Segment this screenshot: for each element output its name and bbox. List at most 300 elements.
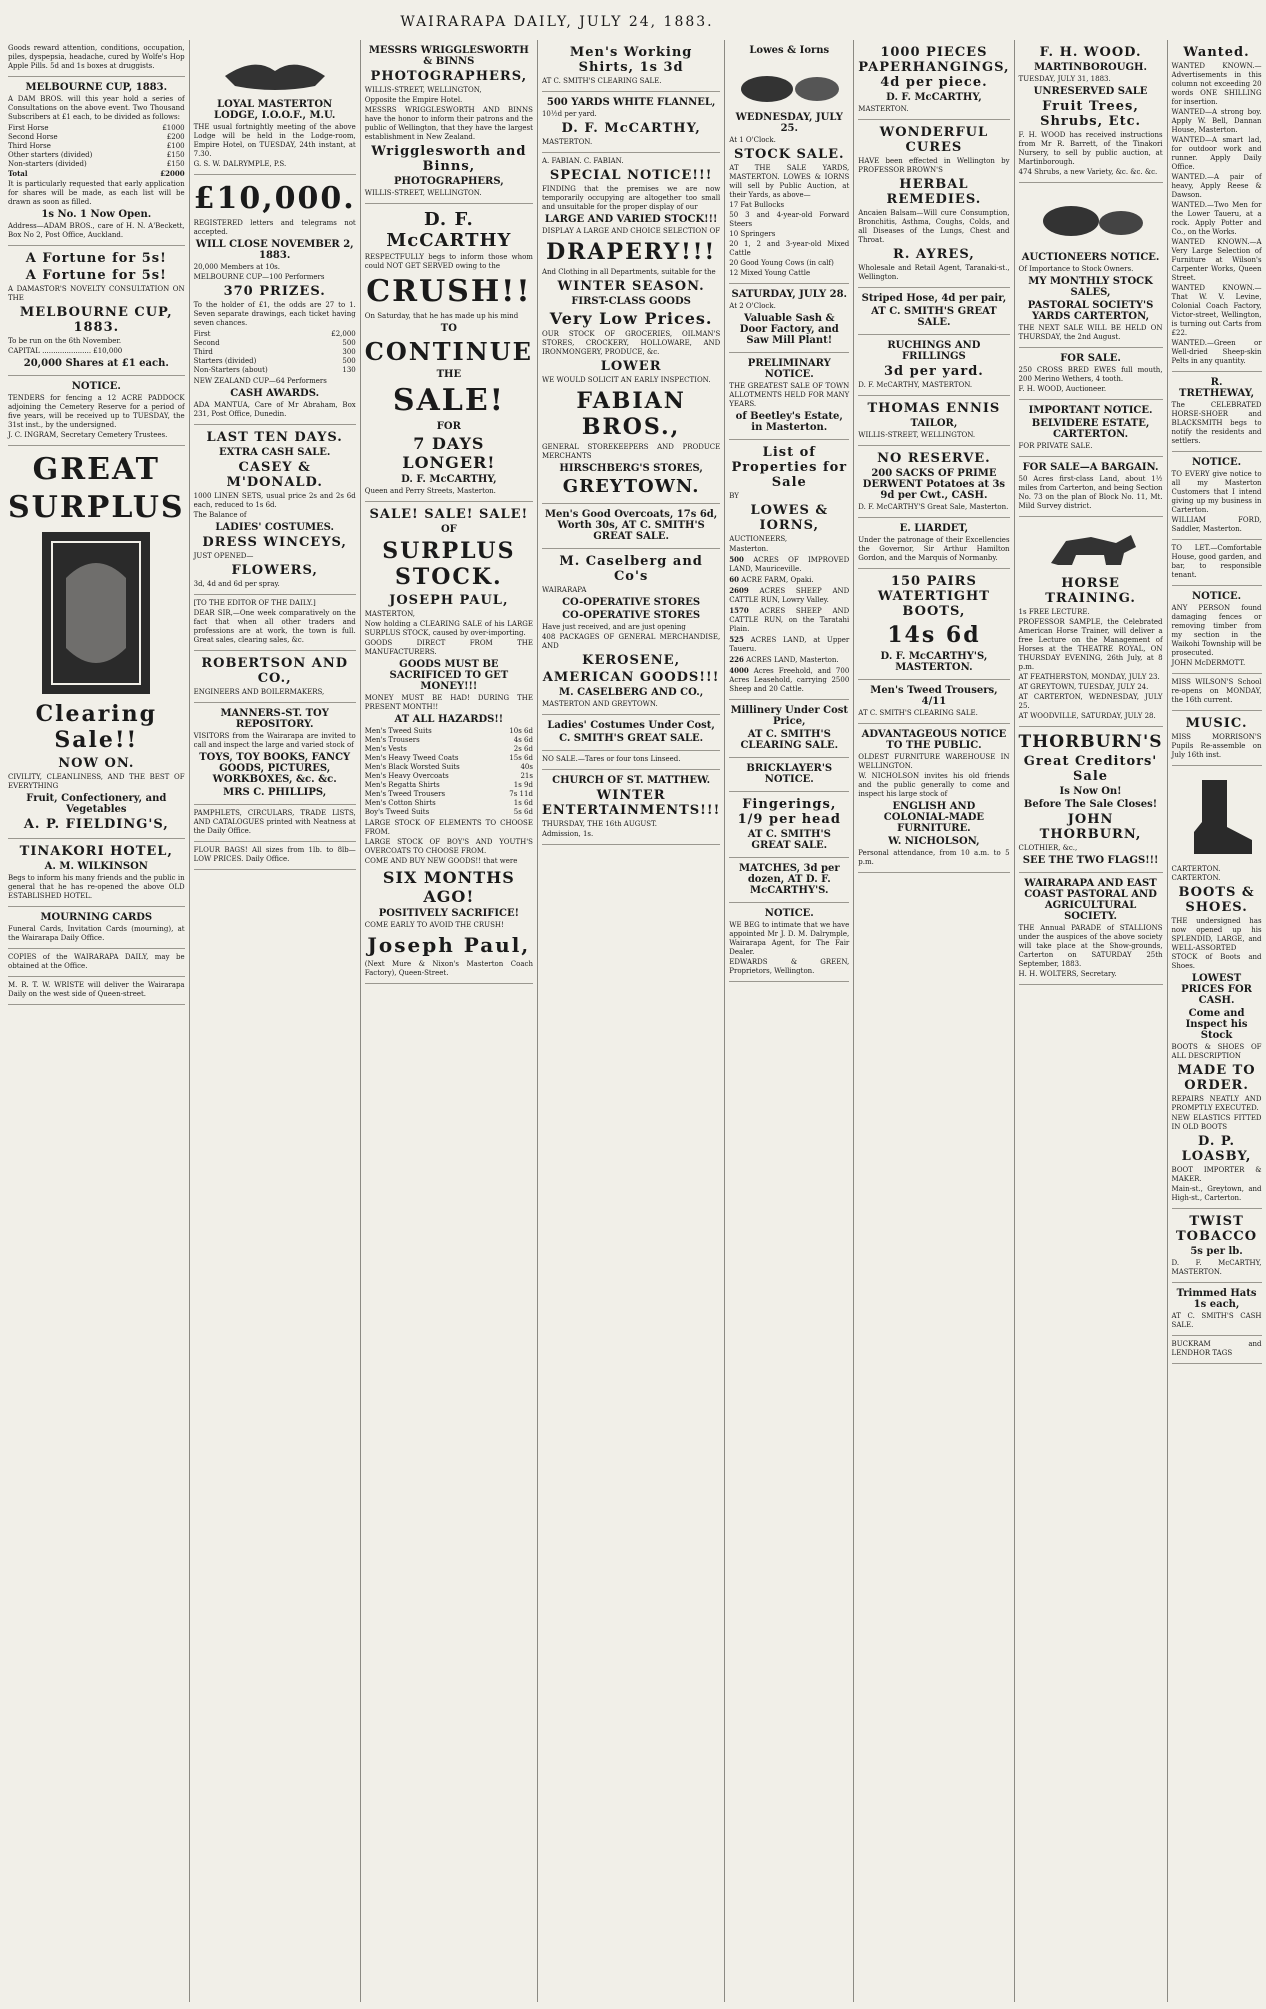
lodge-title: LOYAL MASTERTON LODGE, I.O.O.F., M.U. [214,99,336,121]
ad-mccarthy-crush [365,204,533,502]
price-row [365,808,533,817]
price-key: Men's Tweed Suits [364,727,432,735]
fortune-sub: To be run on the 6th November. [8,337,122,345]
ad-to-let [1172,540,1262,586]
ad-pills [8,40,185,77]
queen: Queen and Perry Streets, Masterton. [364,487,496,495]
ad-great-surplus [8,446,185,839]
dfm-name: D. F. McCARTHY [386,209,512,251]
jpaul-body: Now holding a CLEARING SALE of his LARGE SURPLUS STOCK, caused by over-importing. [364,620,533,637]
wilkinson-body: Begs to inform his many friends and the public in general that he has re-opened the above OLD ESTABLISHED HOTEL. [8,874,185,900]
caselberg2-loc: MASTERTON AND GREYTOWN. [541,700,658,708]
boots: BOOTS & SHOES. [1178,885,1255,915]
sale-sale: SALE! SALE! SALE! [369,507,529,522]
caselberg2: M. CASELBERG AND CO., [559,687,704,698]
the-word: THE [436,369,462,380]
ayres-body: Wholesale and Retail Agent, Taranaki-st., Wellington. [858,264,1010,281]
melb-key: Third Horse [8,142,51,150]
prop-item [729,555,849,574]
to-let: TO LET.—Comfortable House, good garden, and bar, to responsible tenant. [1171,544,1262,579]
prop-num: 226 [729,655,744,664]
saw-mill: Valuable Sash & Door Factory, and Saw Mill Plant! [739,313,839,346]
bargain: FOR SALE—A BARGAIN. [1022,462,1159,473]
wairarapa: WAIRARAPA [541,586,587,594]
melb-row [8,160,185,169]
ad-tinakori [8,839,185,907]
beetly: of Beetley's Estate, in Masterton. [735,411,843,433]
price-row [365,745,533,754]
striped: Striped Hose, 4d per pair, [861,293,1007,304]
dfm-body: RESPECTFULLY begs to inform those whom could NOT GET SERVED owing to the [364,253,533,270]
for-word: FOR [436,421,461,432]
wilson-school: MISS WILSON'S School re-opens on MONDAY, the 16th current. [1171,678,1262,704]
cattle-illustration [1031,189,1151,249]
price-row [365,763,533,772]
ad-fruit-trees [1019,40,1163,183]
ad-liardet [858,518,1009,569]
musgrove: MISS MORRISON'S Pupils Re-assemble on July 16th inst. [1171,733,1262,759]
ruchings: RUCHINGS AND FRILLINGS [887,340,981,362]
ad-thorburn [1019,727,1163,873]
continue-word: CONTINUE [364,337,533,366]
ad-properties [729,440,849,700]
melb-key: Other starters (divided) [8,151,93,159]
price-key: Men's Vests [364,745,407,753]
ad-music [1172,711,1262,766]
prop-num: 2609 [729,586,749,595]
prop-text: ACRES SHEEP AND CATTLE RUN, on the Taratahi Plain. [729,607,850,633]
prize-row [194,366,356,375]
twist-price: 5s per lb. [1190,1246,1243,1257]
ad-striped [858,288,1009,335]
loasby-loc: Main-st., Greytown, and High-st., Carterton. [1171,1185,1262,1202]
price-val: 40s [520,763,533,771]
lowest: LOWEST PRICES FOR CASH. [1181,973,1252,1006]
ad-twist [1172,1209,1262,1283]
seven-days: 7 DAYS LONGER! [402,434,496,472]
monthly: MY MONTHLY STOCK SALES, [1028,276,1153,298]
wilkinson: A. M. WILKINSON [44,861,148,872]
price-row [365,754,533,763]
prize-key: Non-Starters (about) [193,366,268,374]
pastoral: PASTORAL SOCIETY'S YARDS CARTERTON, [1027,300,1154,322]
shares: 20,000 Shares at £1 each. [23,358,169,369]
ad-boots-shoes [1172,766,1262,1209]
per-yard: 10½d per yard. [541,110,597,118]
fortune-body: A DAMASTOR'S NOVELTY CONSULTATION ON THE [8,285,185,302]
boots-desc: BOOTS & SHOES OF ALL DESCRIPTION [1171,1043,1262,1060]
herbal-body: Ancaien Balsam—Will cure Consumption, Bronchitis, Asthma, Coughs, Colds, and all Diseases of the Lungs, Chest and Throat. [858,209,1010,244]
melb-row [8,169,185,178]
visitors: VISITORS from the Wairarapa are invited to call and inspect the large and varied stock of [193,732,356,749]
great-word: GREAT [32,452,160,487]
stock-body: AT THE SALE YARDS, MASTERTON. LOWES & IORNS will sell by Public Auction, at their Yards, as above— [729,164,850,199]
ad-wanted [1172,40,1262,372]
balance: The Balance of [193,511,247,519]
prop-num: 4000 [729,666,749,675]
casey-name: CASEY & M'DONALD. [226,460,323,490]
repairs: REPAIRS NEATLY AND PROMPTLY EXECUTED. [1171,1095,1262,1112]
stock-item: 50 3 and 4-year-old Forward Steers [729,211,850,228]
clearing-sale: Clearing Sale!! [35,701,158,753]
featherston: AT FEATHERSTON, MONDAY, JULY 23. [1018,673,1160,681]
melb-row [8,151,185,160]
ad-school [1172,674,1262,711]
before: Before The Sale Closes! [1023,799,1158,810]
thursday: THURSDAY, THE 16th AUGUST. [541,820,657,828]
toys: TOYS, TOY BOOKS, FANCY GOODS, PICTURES, WORKBOXES, &c. &c. [199,752,351,785]
wanted-item: WANTED—A strong boy. Apply W. Bell, Dannan House, Masterton. [1171,108,1262,134]
wanted-item: WANTED.—Two Men for the Lower Taueru, at a rock. Apply Potter and Co., on the Works. [1171,201,1262,236]
early: COME EARLY TO AVOID THE CRUSH! [364,921,504,929]
elastic: NEW ELASTICS FITTED IN OLD BOOTS [1171,1114,1262,1131]
ad-flannel [542,92,720,153]
wednesday: WEDNESDAY, JULY 25. [735,112,843,134]
melb-key: Non-starters (divided) [8,160,87,168]
lowes: Lowes & Iorns [749,45,830,56]
positively: POSITIVELY SACRIFICE! [378,908,520,919]
crush: CRUSH!! [366,274,532,309]
woodville: AT WOODVILLE, SATURDAY, JULY 28. [1018,712,1156,720]
dfm: D. F. McCARTHY, [886,92,982,103]
melb-val: £150 [166,160,185,168]
prize-val: 500 [342,357,356,365]
prizes-body: To the holder of £1, the odds are 27 to 1. Seven separate drawings, each ticket having seven chances. [193,301,356,327]
column-7 [1015,40,1168,2002]
price-row [365,790,533,799]
price-val: 21s [520,772,533,780]
special: SPECIAL NOTICE!!! [549,168,713,183]
prop-num: 60 [729,575,740,584]
dfm2: D. F. McCARTHY, MASTERTON. [858,381,973,389]
ad-mourning [8,907,185,949]
robertson-sub: ENGINEERS AND BOILERMAKERS, [193,688,325,696]
price-row [365,799,533,808]
six-months: SIX MONTHS AGO! [382,868,515,906]
ad-for-sale [1019,348,1163,400]
first-class: FIRST-CLASS GOODS [571,296,691,307]
masterton: Masterton. [729,545,769,553]
music: MUSIC. [1185,716,1248,731]
unreserved: UNRESERVED SALE [1033,86,1148,97]
lower: LOWER [600,359,662,374]
boots-num: 150 [890,574,922,589]
packages: 408 PACKAGES OF GENERAL MERCHANDISE, AND [541,633,721,650]
dfm3: D. F. McCARTHY'S Great Sale, Masterton. [858,503,1009,511]
melb-val: £1000 [162,124,185,132]
prop-item [729,655,849,665]
wriggles-head: MESSRS WRIGGLESWORTH & BINNS [368,45,529,67]
personal: Personal attendance, from 10 a.m. to 5 p.m. [858,849,1010,866]
solicit: WE WOULD SOLICIT AN EARLY INSPECTION. [541,376,711,384]
by: BY [729,492,739,500]
ad-manners [194,703,356,805]
now-on: NOW ON. [58,756,135,771]
dfm: D. F. McCARTHY, [561,121,701,136]
ad-notice-ford [1172,452,1262,540]
ad-overcoats [542,504,720,549]
greytown: AT GREYTOWN, TUESDAY, JULY 24. [1018,683,1149,691]
csmith: C. SMITH'S GREAT SALE. [559,733,704,744]
prize-key: Second [193,339,220,347]
made-order: MADE TO ORDER. [1177,1063,1256,1093]
ad-robertson [194,651,356,703]
stock-item: 20 1, 2 and 3-year-old Mixed Cattle [729,240,850,257]
boots-body: THE undersigned has now opened up his SPLENDID, LARGE, and WELL-ASSORTED STOCK of Boots and Shoes. [1171,917,1262,970]
crush-body: On Saturday, that he has made up his mind [364,312,519,320]
robertson: ROBERTSON AND CO., [201,656,348,686]
millinery: Millinery Under Cost Price, [730,705,848,727]
stock-item: 12 Mixed Young Cattle [729,269,811,277]
stock-item: 17 Fat Bullocks [729,201,785,209]
notice: NOTICE. [1192,457,1242,468]
prize-val: £2,000 [331,330,356,338]
prop-num: 1570 [729,606,749,615]
nz-cup: NEW ZEALAND CUP—64 Performers [193,377,327,385]
melb-cup2: MELBOURNE CUP—100 Performers [193,273,325,281]
prop-item [729,575,849,585]
ad-boots [858,569,1009,680]
prop-item [729,606,849,634]
columns [4,40,1262,2002]
melb-key: Second Horse [8,133,58,141]
clearing-sale: AT C. SMITH'S CLEARING SALE. [541,77,662,85]
prize-key: Starters (divided) [193,357,257,365]
ad-paperhangings [858,40,1009,120]
ad-society [1019,873,1163,985]
price-val: 7s 11d [509,790,533,798]
ad-fortune [8,246,185,376]
mourning-cards: MOURNING CARDS [40,912,153,923]
fielding: A. P. FIELDING'S, [23,817,169,832]
ad-notice-mcdermott [1172,586,1262,674]
ladies-cost: Ladies' Costumes Under Cost, [547,720,715,731]
money: MONEY MUST BE HAD! DURING THE PRESENT MONTH!! [364,694,533,711]
price-val: 15s 6d [509,754,533,762]
tweed: Men's Good Overcoats, 17s 6d, Worth 30s, AT C. SMITH'S GREAT SALE. [544,509,718,542]
drapery: DRAPERY!!! [546,239,717,265]
price-val: 4s 6d [513,736,533,744]
very-low: Very Low Prices. [549,309,713,328]
price-key: Men's Cotton Shirts [364,799,436,807]
to-word: TO [440,323,457,334]
csmith: AT C. SMITH'S CASH SALE. [1171,1312,1262,1329]
copies-text: COPIES of the WAIRARAPA DAILY, may be obtained at the Office. [8,953,185,970]
come: COME AND BUY NEW GOODS!! that were [364,857,518,865]
price-row [365,736,533,745]
csmith2: AT C. SMITH'S CLEARING SALE. [858,709,978,717]
dfm4: D. F. McCARTHY'S, MASTERTON. [880,651,988,673]
at-all: AT ALL HAZARDS!! [394,714,504,725]
boots-line [858,574,1009,619]
cash-awards: CASH AWARDS. [230,388,320,399]
notice-sign: J. C. INGRAM, Secretary Cemetery Trustees. [8,431,168,439]
wanted-head: Wanted. [1183,45,1250,60]
ad-casey [194,425,356,595]
column-6 [854,40,1014,2002]
wriggles-body: MESSRS WRIGGLESWORTH AND BINNS have the honor to inform their patrons and the public of Wellington, that they have the largest establishment in New Zealand. [364,106,533,141]
stock-item: 20 Good Young Cows (in calf) [729,259,834,267]
ad-surplus-stock [365,502,533,984]
adams-address: Address—ADAM BROS., care of H. N. A'Beckett, Box No 2, Post Office, Auckland. [8,222,185,239]
next-sale: THE NEXT SALE WILL BE HELD ON THURSDAY, the 2nd August. [1018,324,1163,341]
prizes-title: 370 PRIZES. [223,284,326,299]
extra-sale: EXTRA CASH SALE. [219,447,331,458]
winter-ent: WINTER ENTERTAINMENTS!!! [541,788,721,818]
price-row [365,727,533,736]
english: ENGLISH AND COLONIAL-MADE FURNITURE. [883,801,985,834]
members: 20,000 Members at 10s. [193,263,280,271]
prop-text: Acres Freehold, and 700 Acres Leasehold, carrying 2500 Sheep and 20 Cattle. [729,667,850,693]
prize-val: 500 [342,339,356,347]
received: Have just received, and are just opening [541,623,686,631]
livestock-illustration [729,59,849,109]
bargain-body: 50 Acres first-class Land, about 1½ miles from Carterton, and being Section No. 73 on the plan of Block No. 11, Mt. Mild Survey district. [1018,475,1163,510]
handshake-emblem [215,46,335,96]
american: AMERICAN GOODS!!! [542,670,720,685]
ad-caselberg [542,549,720,715]
price-key: Men's Heavy Tweed Coats [364,754,459,762]
private: FOR PRIVATE SALE. [1018,442,1093,450]
ad-belvidere [1019,400,1163,457]
horse-fee: 1s FREE LECTURE. [1018,608,1090,616]
wriste-text: M. R. T. W. WRISTE will deliver the Wairarapa Daily on the west side of Queen-street. [8,981,185,998]
notice-body: TENDERS for fencing a 12 ACRE PADDOCK adjoining the Cemetery Reserve for a period of five years, will be received up to TUESDAY, the 31st inst., by the undersigned. [8,394,185,429]
prize-val: 300 [342,348,356,356]
prop-text: ACRES LAND, Masterton. [746,656,839,664]
column-8 [1168,40,1266,2002]
ford: WILLIAM FORD, Saddler, Masterton. [1171,516,1262,533]
yards: 500 YARDS WHITE FLANNEL, [546,97,716,108]
photographers: PHOTOGRAPHERS, [370,69,528,84]
csmith: AT C. SMITH'S CLEARING SALE. [740,729,839,751]
saturday: SATURDAY, JULY 28. [731,289,848,300]
auctioneers-notice: AUCTIONEERS NOTICE. [1021,252,1160,263]
wonderful: WONDERFUL CURES [879,125,989,155]
wanted-item: WANTED.—Green or Well-dried Sheep-skin Pelts in any quantity. [1171,339,1262,365]
price-val: 5s 6d [513,808,533,816]
hopper-illustration [36,528,156,698]
jpaul2: Joseph Paul, [367,933,531,957]
ad-millinery [729,700,849,758]
prop-text: ACRE FARM, Opaki. [741,576,814,584]
melb-list [8,124,185,178]
oldest: OLDEST FURNITURE WAREHOUSE IN WELLINGTON. [858,753,1010,770]
stock-item: 10 Springers [729,230,776,238]
coop: CO-OPERATIVE STORES [562,597,701,608]
registered: REGISTERED letters and telegrams not accepted. [193,219,356,236]
price-key: Men's Tweed Trousers [364,790,446,798]
three-d: 3d per yard. [883,364,984,379]
prize-row [194,339,356,348]
auctioneers: AUCTIONEERS, [729,535,788,543]
ad-pills-text: Goods reward attention, conditions, occupation, piles, dyspepsia, headache, cured by Wolfe's Hop Apple Pills. 5d and 1s boxes at druggists. [8,44,185,70]
brick: BRICKLAYER'S NOTICE. [746,763,833,785]
column-2 [190,40,361,2002]
wood-body: F. H. WOOD has received instructions from Mr R. Barrett, of the Tinakori Nursery, to sell by public auction, at Martinborough. [1018,131,1163,166]
twist: TWIST TOBACCO [1176,1214,1258,1244]
one-oclock: At 1 O'Clock. [729,136,776,144]
prize-val: 130 [342,366,356,374]
price-list [365,727,533,817]
ad-ennis [858,396,1009,446]
retreway: R. TRETHEWAY, [1179,377,1255,399]
horse: HORSE TRAINING. [1045,576,1136,606]
ad-copies [8,949,185,977]
price-row [365,781,533,790]
nicholson2: W. NICHOLSON, [888,836,980,847]
melb-foot: It is particularly requested that early application for shares will be made, as each list will be drawn as soon as filled. [8,180,185,206]
notice2: NOTICE. [1192,591,1242,602]
melb-row [8,142,185,151]
ad-letter [194,595,356,651]
masterton: MASTERTON. [541,138,593,146]
belvidere: BELVIDERE ESTATE, CARTERTON. [1031,418,1150,440]
wanted-item: WANTED KNOWN.—Advertisements in this column not exceeding 20 words ONE SHILLING for insertion. [1171,62,1262,106]
herbal: HERBAL REMEDIES. [886,177,982,207]
prop-num: 500 [729,555,744,564]
ennis: THOMAS ENNIS [867,401,1001,416]
fabian-short: A. FABIAN. C. FABIAN. [541,157,624,165]
ad-notice-fair [729,903,849,982]
prop-item [729,635,849,654]
willis: WILLIS-STREET, WELLINGTON, [364,86,482,94]
editor: [TO THE EDITOR OF THE DAILY.] [193,599,316,607]
prop-text: ACRES LAND, at Upper Taueru. [729,636,850,653]
price-row [365,772,533,781]
special-body: FINDING that the premises we are now temporarily occupying are altogether too small and unsuitable for the proper display of our [541,185,721,211]
melb-row [8,124,185,133]
ad-flour [194,842,356,870]
boesch: HAVE been effected in Wellington by PROFESSOR BROWN'S [858,157,1010,174]
two-oclock: At 2 O'Clock. [729,302,776,310]
ad-shirts [542,40,720,92]
shirts: Men's Working Shirts, 1s 3d [569,45,693,75]
ad-matches [729,858,849,903]
greytown: GREYTOWN. [562,476,700,497]
notice: NOTICE. [764,908,814,919]
fabian-bros: FABIAN BROS., [576,388,686,440]
goods-direct: GOODS DIRECT FROM THE MANUFACTURERS. [364,639,533,656]
ad-fabian [542,153,720,504]
melb-val: £200 [166,133,185,141]
nicholson-body: W. NICHOLSON invites his old friends and the public generally to come and inspect his large stock of [858,772,1010,798]
important: IMPORTANT NOTICE. [1028,405,1153,416]
csmith2: AT C. SMITH'S GREAT SALE. [747,829,831,851]
list-props: List of Properties for Sale [731,445,848,490]
jthorburn: JOHN THORBURN, [1039,812,1142,842]
dfm: D. F. McCARTHY, MASTERTON. [1171,1259,1262,1276]
ad-prelim [729,353,849,440]
importance: Of Importance to Stock Owners. [1018,265,1134,273]
ada-mantua: ADA MANTUA, Care of Mr Abraham, Box 231, Post Office, Dunedin. [193,401,356,418]
melb-val: £100 [166,142,185,150]
ad-brick [729,758,849,792]
dfm2: D. F. McCARTHY, [401,474,497,485]
lodge-body: THE usual fortnightly meeting of the above Lodge will be held in the Lodge-room, Empire Hotel, on TUESDAY, 24th instant, at 7.30. [193,123,356,158]
tinakori-hotel: TINAKORI HOTEL, [19,844,173,859]
retreway-body: The CELEBRATED HORSE-SHOER and BLACKSMITH begs to notify the residents and settlers. [1171,401,1262,445]
will-close: WILL CLOSE NOVEMBER 2, 1883. [195,239,354,261]
letter-body: DEAR SIR,—One week comparatively on the fact that when all other traders and professions are at work, the town is full. Great sales, clearing sales, &c. [193,609,356,644]
boot-illustration [1172,772,1262,862]
ad-ladies-cost [542,715,720,751]
melb-key: Total [8,169,28,178]
price-key: Men's Heavy Overcoats [364,772,449,780]
trimmed: Trimmed Hats 1s each, [1176,1288,1257,1310]
notice2-body: ANY PERSON found damaging fences or removing timber from my section in the Waikohi Township will be prosecuted. [1171,604,1262,657]
tuesday: TUESDAY, JULY 31, 1883. [1018,75,1111,83]
